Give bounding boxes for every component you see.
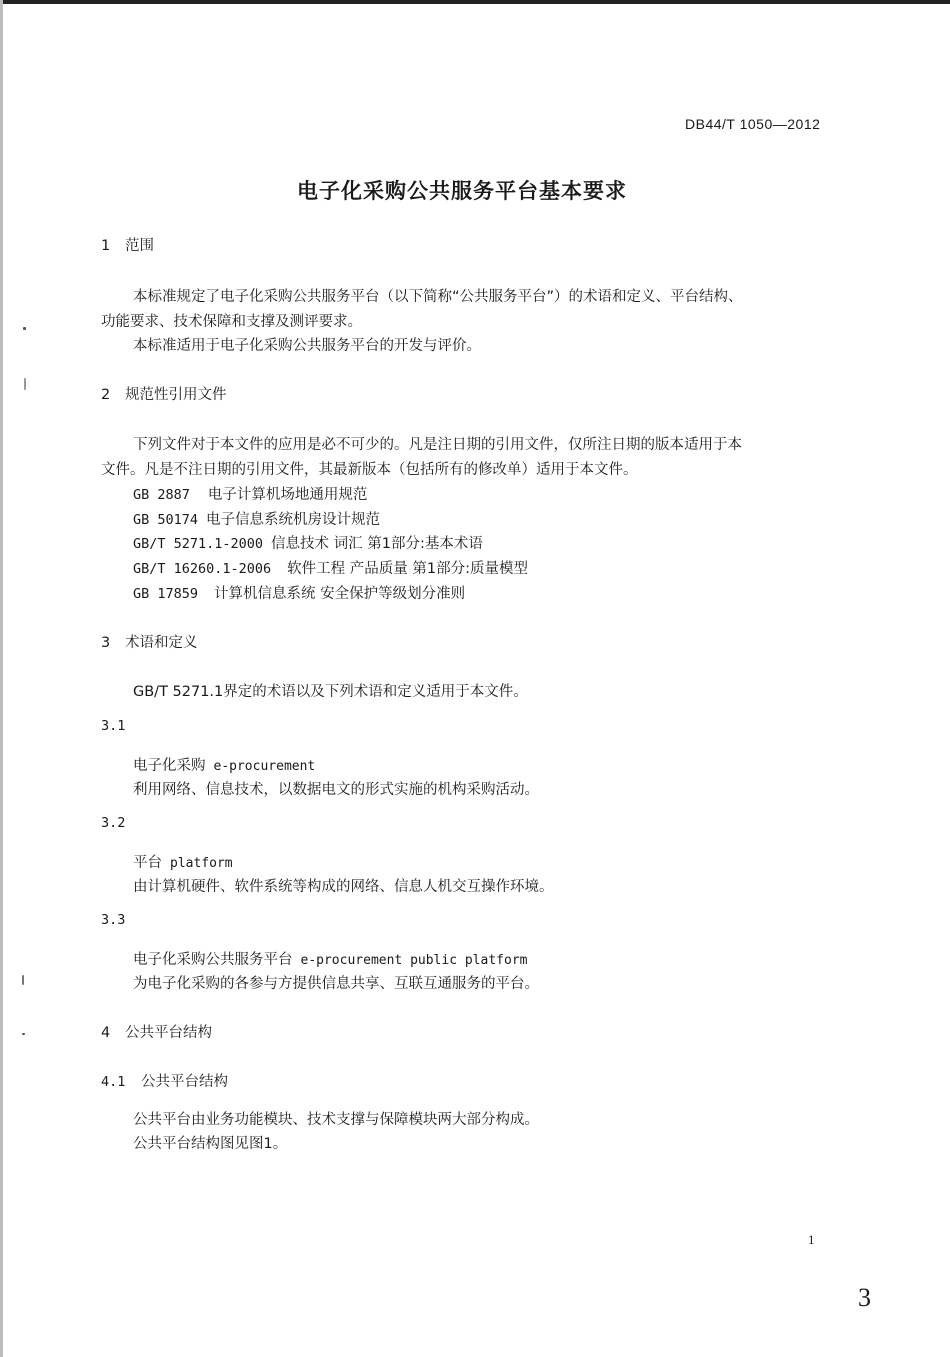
section-title: 范围	[125, 238, 154, 254]
reference-item	[133, 508, 380, 529]
term-en: platform	[170, 856, 233, 871]
section-1-para-1-line-2: 功能要求、技术保障和支撑及测评要求。	[101, 314, 362, 330]
section-number: 4	[101, 1025, 111, 1041]
term-number: 3.2	[101, 815, 126, 831]
scan-speck	[24, 378, 26, 390]
reference-name: 信息技术 词汇 第1部分:基本术语	[271, 536, 483, 552]
page-number: 1	[808, 1232, 815, 1247]
section-2-heading	[101, 383, 227, 404]
reference-name: 软件工程 产品质量 第1部分:质量模型	[287, 561, 528, 577]
section-number: 2	[101, 387, 111, 403]
standard-code: DB44/T 1050—2012	[685, 116, 821, 132]
reference-code: GB 50174	[133, 512, 199, 528]
reference-name: 计算机信息系统 安全保护等级划分准则	[214, 586, 466, 602]
subsection-title: 公共平台结构	[141, 1074, 228, 1090]
reference-item	[133, 532, 483, 553]
term-zh: 电子化采购公共服务平台	[133, 952, 293, 968]
term-definition: 利用网络、信息技术，以数据电文的形式实施的机构采购活动。	[133, 782, 539, 798]
term-number: 3.1	[101, 718, 126, 734]
section-3-intro: GB/T 5271.1界定的术语以及下列术语和定义适用于本文件。	[133, 684, 528, 700]
reference-item	[133, 557, 528, 578]
term-zh: 电子化采购	[133, 758, 206, 774]
section-title: 规范性引用文件	[125, 387, 227, 403]
section-4-para-1: 公共平台由业务功能模块、技术支撑与保障模块两大部分构成。	[133, 1112, 539, 1128]
section-number: 3	[101, 635, 111, 651]
subsection-number: 4.1	[101, 1074, 126, 1090]
reference-code: GB 17859	[133, 586, 199, 602]
scan-speck	[22, 1033, 25, 1035]
section-1-heading	[101, 234, 154, 255]
term-title	[133, 754, 315, 775]
reference-name: 电子信息系统机房设计规范	[206, 512, 381, 528]
document-title: 电子化采购公共服务平台基本要求	[297, 179, 627, 203]
section-3-heading	[101, 631, 198, 652]
section-1-para-1-line-1: 本标准规定了电子化采购公共服务平台（以下简称“公共服务平台”）的术语和定义、平台结构、	[133, 289, 743, 305]
section-4-para-2: 公共平台结构图见图1。	[133, 1136, 288, 1152]
reference-code: GB/T 16260.1-2006	[133, 561, 272, 577]
term-title	[133, 851, 233, 872]
term-title	[133, 948, 527, 969]
section-2-para-1-line-1: 下列文件对于本文件的应用是必不可少的。凡是注日期的引用文件，仅所注日期的版本适用于本	[133, 437, 742, 453]
reference-item	[133, 483, 367, 504]
subsection-4-1-heading	[101, 1070, 228, 1091]
section-title: 术语和定义	[125, 635, 198, 651]
reference-code: GB 2887	[133, 487, 190, 503]
term-number: 3.3	[101, 912, 126, 928]
scan-edge-top	[0, 0, 950, 4]
section-2-para-1-line-2: 文件。凡是不注日期的引用文件，其最新版本（包括所有的修改单）适用于本文件。	[101, 462, 638, 478]
scan-page-number: 3	[858, 1283, 871, 1312]
term-en: e-procurement public platform	[300, 953, 528, 968]
term-zh: 平台	[133, 855, 162, 871]
section-1-para-2: 本标准适用于电子化采购公共服务平台的开发与评价。	[133, 338, 481, 354]
section-title: 公共平台结构	[125, 1025, 212, 1041]
section-4-heading	[101, 1021, 212, 1042]
scan-speck	[23, 327, 26, 330]
reference-name: 电子计算机场地通用规范	[207, 487, 368, 503]
term-en: e-procurement	[213, 759, 316, 774]
section-number: 1	[101, 238, 111, 254]
reference-code: GB/T 5271.1-2000	[133, 536, 264, 552]
term-definition: 为电子化采购的各参与方提供信息共享、互联互通服务的平台。	[133, 976, 539, 992]
reference-item	[133, 582, 465, 603]
term-definition: 由计算机硬件、软件系统等构成的网络、信息人机交互操作环境。	[133, 879, 554, 895]
scan-speck	[22, 975, 24, 985]
